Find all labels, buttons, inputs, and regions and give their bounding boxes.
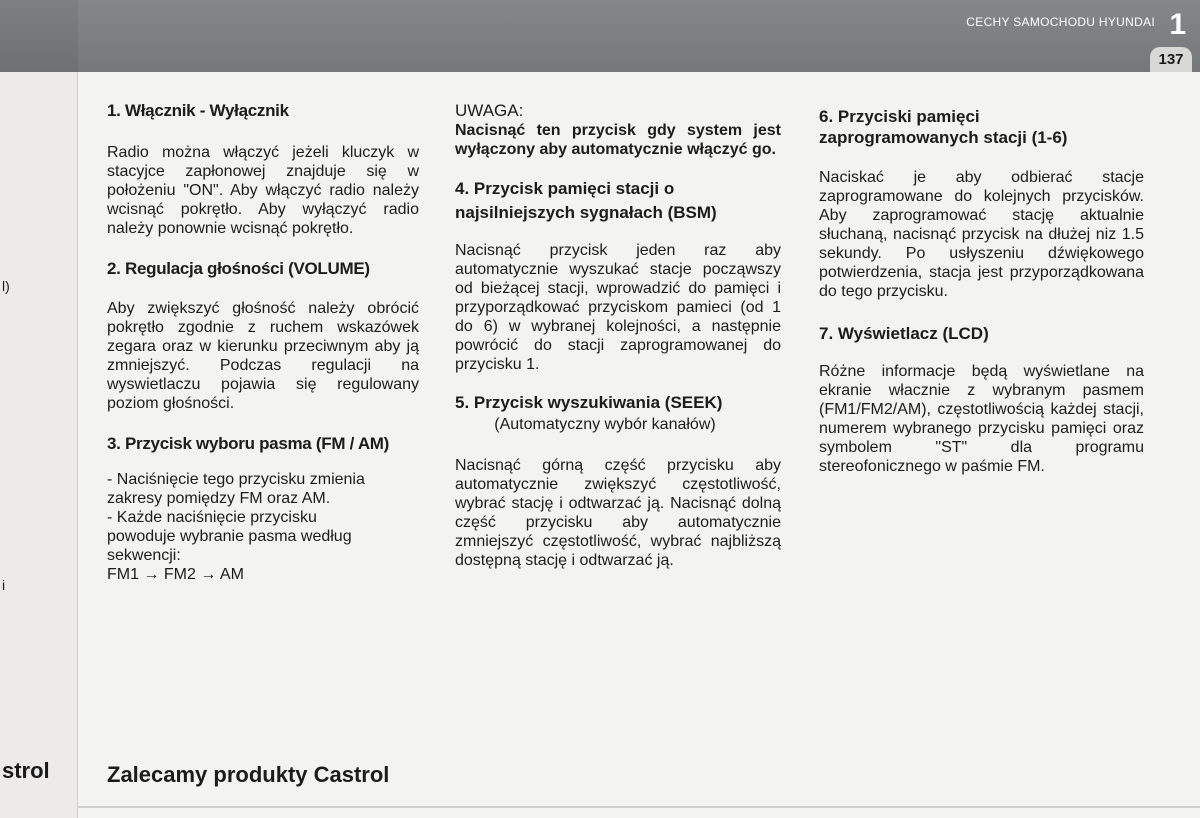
chapter-number: 1 bbox=[1169, 8, 1186, 41]
section-5-title: 5. Przycisk wyszukiwania (SEEK) bbox=[455, 393, 723, 412]
section-5-subtitle: (Automatyczny wybór kanałów) bbox=[494, 416, 716, 433]
column-2 bbox=[455, 100, 781, 570]
section-7-title: 7. Wyświetlacz (LCD) bbox=[819, 324, 989, 343]
note-title: UWAGA: bbox=[455, 101, 524, 120]
section-7-text: Różne informacje będą wyświetlane na ekranie włacznie z wybranym pasmem (FM1/FM2/AM), częstotliwością każdej stacji, numerem wybranego przycisku pamięci oraz symbolem "ST" dla programu stereofonicznego w paśmie FM. bbox=[819, 363, 1144, 475]
section-1-text: Radio można włączyć jeżeli kluczyk w stacyjce zapłonowej znajduje się w położeniu "ON". Aby włączyć radio należy wcisnąć pokrętło. Aby wyłączyć radio należy ponownie wcisnąć pokrętło. bbox=[107, 144, 419, 237]
section-5-text: Nacisnąć górną część przycisku aby automatycznie zwiększyć częstotliwość, wybrać stację i odtwarzać ją. Nacisnąć dolną część przycisku aby automatycznie zmniejszyć częstotliwość, wybrać najbliższą dostępną stację i odtwarzać ją. bbox=[455, 457, 781, 569]
text-line: powoduje wybranie pasma według bbox=[107, 528, 352, 545]
section-1-title: 1. Włącznik - Wyłącznik bbox=[107, 101, 289, 120]
margin-fragment: strol bbox=[2, 758, 50, 783]
section-4-title: 4. Przycisk pamięci stacji o najsilniejszych sygnałach (BSM) bbox=[455, 179, 717, 222]
note-text: Nacisnąć ten przycisk gdy system jest wyłączony aby automatycznie włączyć go. bbox=[455, 122, 781, 158]
footer-title: Zalecamy produkty Castrol bbox=[107, 762, 390, 787]
page-number: 137 bbox=[1150, 47, 1192, 72]
column-1 bbox=[107, 100, 419, 584]
section-title: CECHY SAMOCHODU HYUNDAI bbox=[966, 15, 1155, 29]
text-line: - Każde naciśnięcie przycisku bbox=[107, 509, 317, 526]
column-3 bbox=[819, 100, 1144, 476]
section-2-text: Aby zwiększyć głośność należy obrócić pokrętło zgodnie z ruchem wskazówek zegara oraz w kierunku przeciwnym aby ją zmniejszyć. Podczas regulacji na wyswietlaczu pojawia się regulowany poziom głośności. bbox=[107, 300, 419, 412]
band-sequence: FM1 → FM2 → AM bbox=[107, 566, 244, 583]
margin-fragment: i bbox=[2, 577, 6, 593]
section-2-title: 2. Regulacja głośności (VOLUME) bbox=[107, 259, 370, 278]
page-header bbox=[78, 0, 1200, 72]
previous-page-header-bar bbox=[0, 0, 78, 72]
section-3-text bbox=[107, 470, 419, 584]
section-4-text: Nacisnąć przycisk jeden raz aby automatycznie wyszukać stacje począwszy od bieżącej stacji, wprowadzić do pamięci i przyporządkować przyciskom pamieci (od 1 do 6) w wybranej kolejności, a następnie powrócić do stacji zaprogramowanej do przycisku 1. bbox=[455, 242, 781, 373]
bottom-divider bbox=[78, 806, 1200, 808]
section-6-text: Naciskać je aby odbierać stacje zaprogramowane do kolejnych przycisków. Aby zaprogramować stację aktualnie słuchaną, nacisnąć przycisk na dłużej niz 1.5 sekundy. Po usłyszeniu dźwiękowego potwierdzenia, stacja jest przyporządkowana do tego przycisku. bbox=[819, 169, 1144, 300]
text-line: zakresy pomiędzy FM oraz AM. bbox=[107, 490, 331, 507]
text-line: - Naciśnięcie tego przycisku zmienia bbox=[107, 471, 365, 488]
margin-fragment: l) bbox=[2, 278, 10, 294]
previous-page-strip bbox=[0, 0, 78, 818]
section-6-title: 6. Przyciski pamięci zaprogramowanych stacji (1-6) bbox=[819, 107, 1068, 147]
text-line: sekwencji: bbox=[107, 547, 181, 564]
section-3-title: 3. Przycisk wyboru pasma (FM / AM) bbox=[107, 434, 390, 453]
